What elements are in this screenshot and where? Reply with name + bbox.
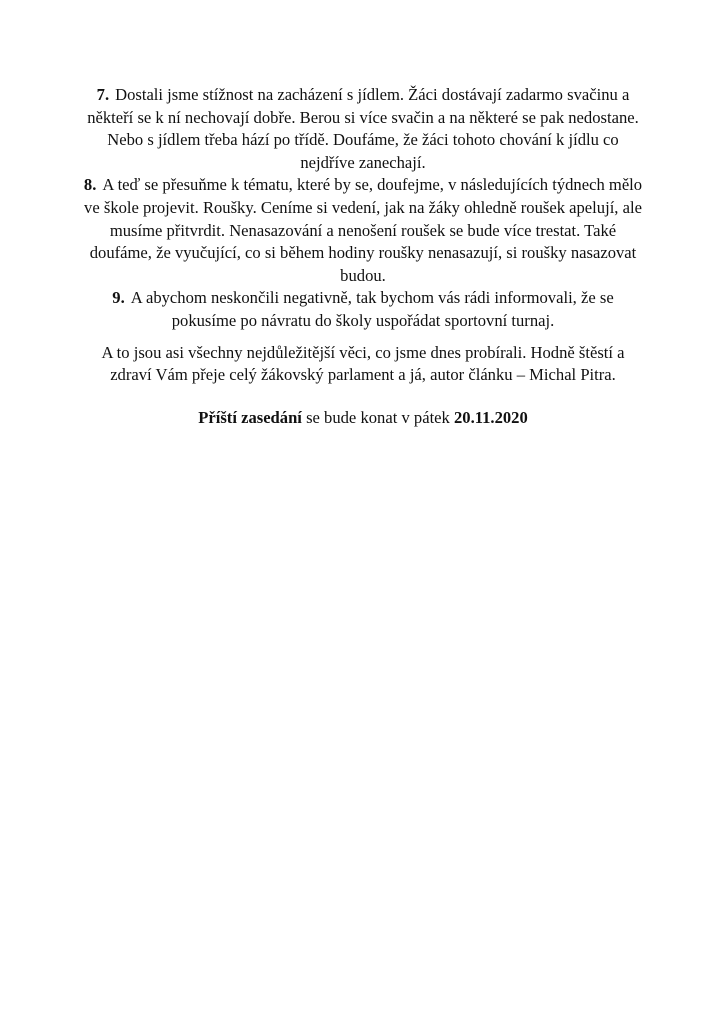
- next-meeting-label: Příští zasedání: [198, 407, 302, 427]
- numbered-points: [80, 84, 646, 333]
- next-meeting-middle: se bude konat v pátek: [301, 407, 454, 427]
- point-text: A teď se přesuňme k tématu, které by se, doufejme, v následujících týdnech mělo ve škole projevit. Roušky. Ceníme si vedení, jak na žáky ohledně roušek apelují, ale musíme přitvrdit. Nenasazování a nenošení roušek se bude více trestat. Také doufáme, že vyučující, co si během hodiny roušky nenasazují, si roušky nasazovat budou.: [84, 175, 643, 285]
- point-number: 7.: [96, 85, 110, 104]
- article-content: [80, 84, 646, 446]
- point-number: 9.: [112, 288, 125, 308]
- summary-paragraph: A to jsou asi všechny nejdůležitější věci, co jsme dnes probírali. Hodně štěstí a zdraví Vám přeje celý žákovský parlament a já, autor článku – Michal Pitra.: [101, 342, 625, 385]
- list-item: [80, 84, 646, 174]
- next-meeting-date: 20.11.2020: [454, 407, 528, 427]
- list-item: [80, 287, 646, 332]
- point-text: A abychom neskončili negativně, tak bychom vás rádi informovali, že se pokusíme po návratu do školy uspořádat sportovní turnaj.: [130, 288, 614, 330]
- point-number: 8.: [83, 175, 97, 195]
- next-meeting-line: [80, 407, 646, 430]
- point-text: Dostali jsme stížnost na zacházení s jídlem. Žáci dostávají zadarmo svačinu a někteří se k ní nechovají dobře. Berou si více svačin a na některé se pak nedostane. Nebo s jídlem třeba hází po třídě. Doufáme, že žáci tohoto chování k jídlu co nejdříve zanechají.: [87, 85, 639, 172]
- list-item: [80, 174, 646, 287]
